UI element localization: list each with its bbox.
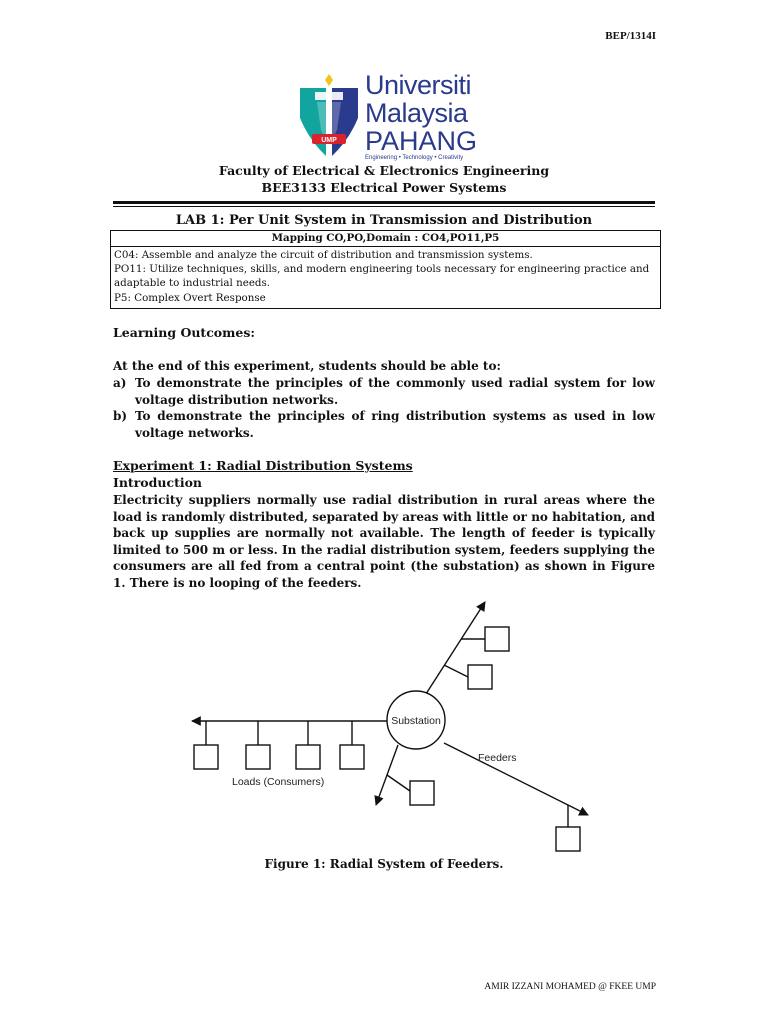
list-marker: a) bbox=[113, 376, 127, 390]
list-text: To demonstrate the principles of the commonly used radial system for low voltage distribution networks. bbox=[135, 376, 655, 407]
footer-author: AMIR IZZANI MOHAMED @ FKEE UMP bbox=[484, 982, 656, 992]
lab-title: LAB 1: Per Unit System in Transmission and Distribution bbox=[175, 213, 593, 228]
loads-label: Loads (Consumers) bbox=[232, 776, 325, 788]
figure-caption: Figure 1: Radial System of Feeders. bbox=[264, 857, 504, 871]
mapping-row: adaptable to industrial needs. bbox=[114, 277, 271, 290]
logo-badge-text: UMP bbox=[321, 137, 337, 144]
learning-outcomes-heading: Learning Outcomes: bbox=[113, 325, 255, 340]
mapping-header: Mapping CO,PO,Domain : CO4,PO11,P5 bbox=[111, 231, 660, 247]
document-code: BEP/1314I bbox=[605, 30, 656, 42]
radial-system-diagram bbox=[180, 595, 600, 865]
logo-tagline: Engineering • Technology • Creativity bbox=[365, 155, 464, 161]
ump-shield-icon bbox=[297, 70, 361, 162]
mapping-table bbox=[110, 230, 661, 309]
mapping-row: P5: Complex Overt Response bbox=[114, 291, 266, 304]
experiment-title: Experiment 1: Radial Distribution Systems bbox=[113, 458, 413, 473]
load-box bbox=[485, 627, 509, 651]
learning-item-a bbox=[113, 375, 655, 408]
introduction-heading: Introduction bbox=[113, 475, 203, 490]
feeders-label: Feeders bbox=[478, 752, 517, 764]
list-marker: b) bbox=[113, 409, 128, 423]
load-box bbox=[194, 745, 218, 769]
header-divider-thick bbox=[113, 201, 655, 204]
mapping-row: C04: Assemble and analyze the circuit of distribution and transmission systems. bbox=[114, 249, 533, 261]
logo-line-universiti: Universiti bbox=[365, 70, 472, 100]
load-box bbox=[340, 745, 364, 769]
substation-label: Substation bbox=[391, 715, 441, 727]
logo-line-malaysia: Malaysia bbox=[365, 98, 468, 128]
introduction-paragraph: Electricity suppliers normally use radial distribution in rural areas where the load is randomly distributed, separated by areas with little or no habitation, and back up supplies are normally not available. The length of feeder is typically limited to 500 m or less. In the radial distribution system, feeders supplying the consumers are all fed from a central point (the substation) as shown in Figure 1. There is no looping of the feeders. bbox=[113, 493, 655, 590]
logo-line-pahang: PAHANG bbox=[365, 126, 478, 156]
list-text: To demonstrate the principles of ring distribution systems as used in low voltage networks. bbox=[135, 409, 655, 440]
load-box bbox=[410, 781, 434, 805]
load-box bbox=[556, 827, 580, 851]
university-logo bbox=[297, 68, 477, 168]
load-box bbox=[246, 745, 270, 769]
learning-intro: At the end of this experiment, students should be able to: bbox=[113, 359, 501, 373]
course-name: BEE3133 Electrical Power Systems bbox=[261, 180, 507, 195]
load-box bbox=[296, 745, 320, 769]
load-branch bbox=[444, 665, 468, 677]
load-branch bbox=[387, 775, 410, 791]
mapping-row: PO11: Utilize techniques, skills, and modern engineering tools necessary for engineering practice and bbox=[114, 263, 650, 276]
learning-item-b bbox=[113, 408, 655, 441]
faculty-block bbox=[0, 162, 768, 196]
load-box bbox=[468, 665, 492, 689]
header-divider-thin bbox=[113, 206, 655, 207]
faculty-name: Faculty of Electrical & Electronics Engineering bbox=[218, 163, 550, 178]
